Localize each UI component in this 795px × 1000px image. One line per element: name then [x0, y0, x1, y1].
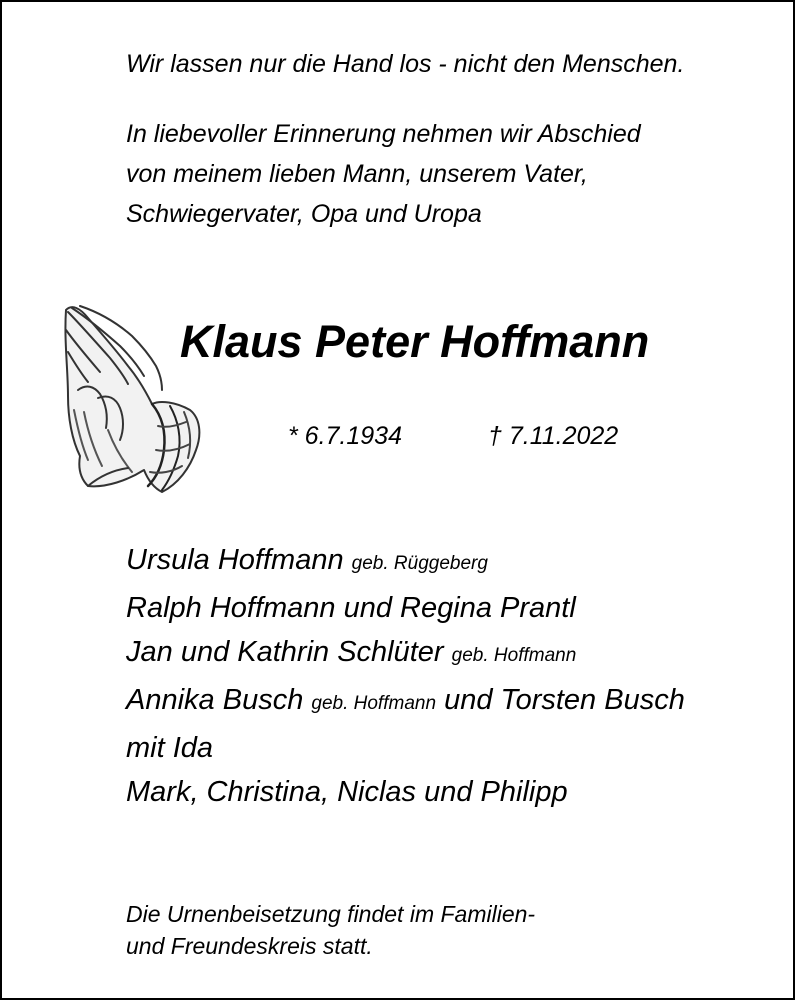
intro-line: von meinem lieben Mann, unserem Vater, — [126, 160, 588, 188]
intro-text — [126, 114, 641, 234]
intro-line: In liebevoller Erinnerung nehmen wir Abschied — [126, 120, 641, 148]
family-member-name: Ursula Hoffmann — [126, 544, 344, 576]
family-member — [126, 678, 685, 726]
family-member — [126, 770, 685, 814]
intro-line: Schwiegervater, Opa und Uropa — [126, 200, 482, 228]
maiden-name: geb. Hoffmann — [451, 645, 577, 666]
family-member-name: Ralph Hoffmann und Regina Prantl — [126, 592, 576, 624]
maiden-name: geb. Rüggeberg — [351, 553, 488, 574]
burial-note-line: und Freundeskreis statt. — [126, 933, 373, 959]
family-member — [126, 726, 685, 770]
family-member — [126, 586, 685, 630]
family-member — [126, 630, 685, 678]
family-member-partner: und Torsten Busch — [444, 684, 685, 716]
burial-note — [126, 898, 535, 962]
motto: Wir lassen nur die Hand los - nicht den Menschen. — [126, 50, 685, 78]
family-member-name: Jan und Kathrin Schlüter — [126, 636, 444, 668]
death-date: † 7.11.2022 — [488, 422, 619, 450]
family-member — [126, 538, 685, 586]
burial-note-line: Die Urnenbeisetzung findet im Familien- — [126, 901, 536, 927]
deceased-name: Klaus Peter Hoffmann — [180, 316, 650, 367]
birth-date: * 6.7.1934 — [288, 422, 402, 450]
family-member-name: mit Ida — [126, 732, 214, 764]
maiden-name: geb. Hoffmann — [311, 693, 437, 714]
family-list — [126, 538, 685, 814]
family-member-name: Annika Busch — [126, 684, 304, 716]
family-member-name: Mark, Christina, Niclas und Philipp — [126, 776, 568, 808]
